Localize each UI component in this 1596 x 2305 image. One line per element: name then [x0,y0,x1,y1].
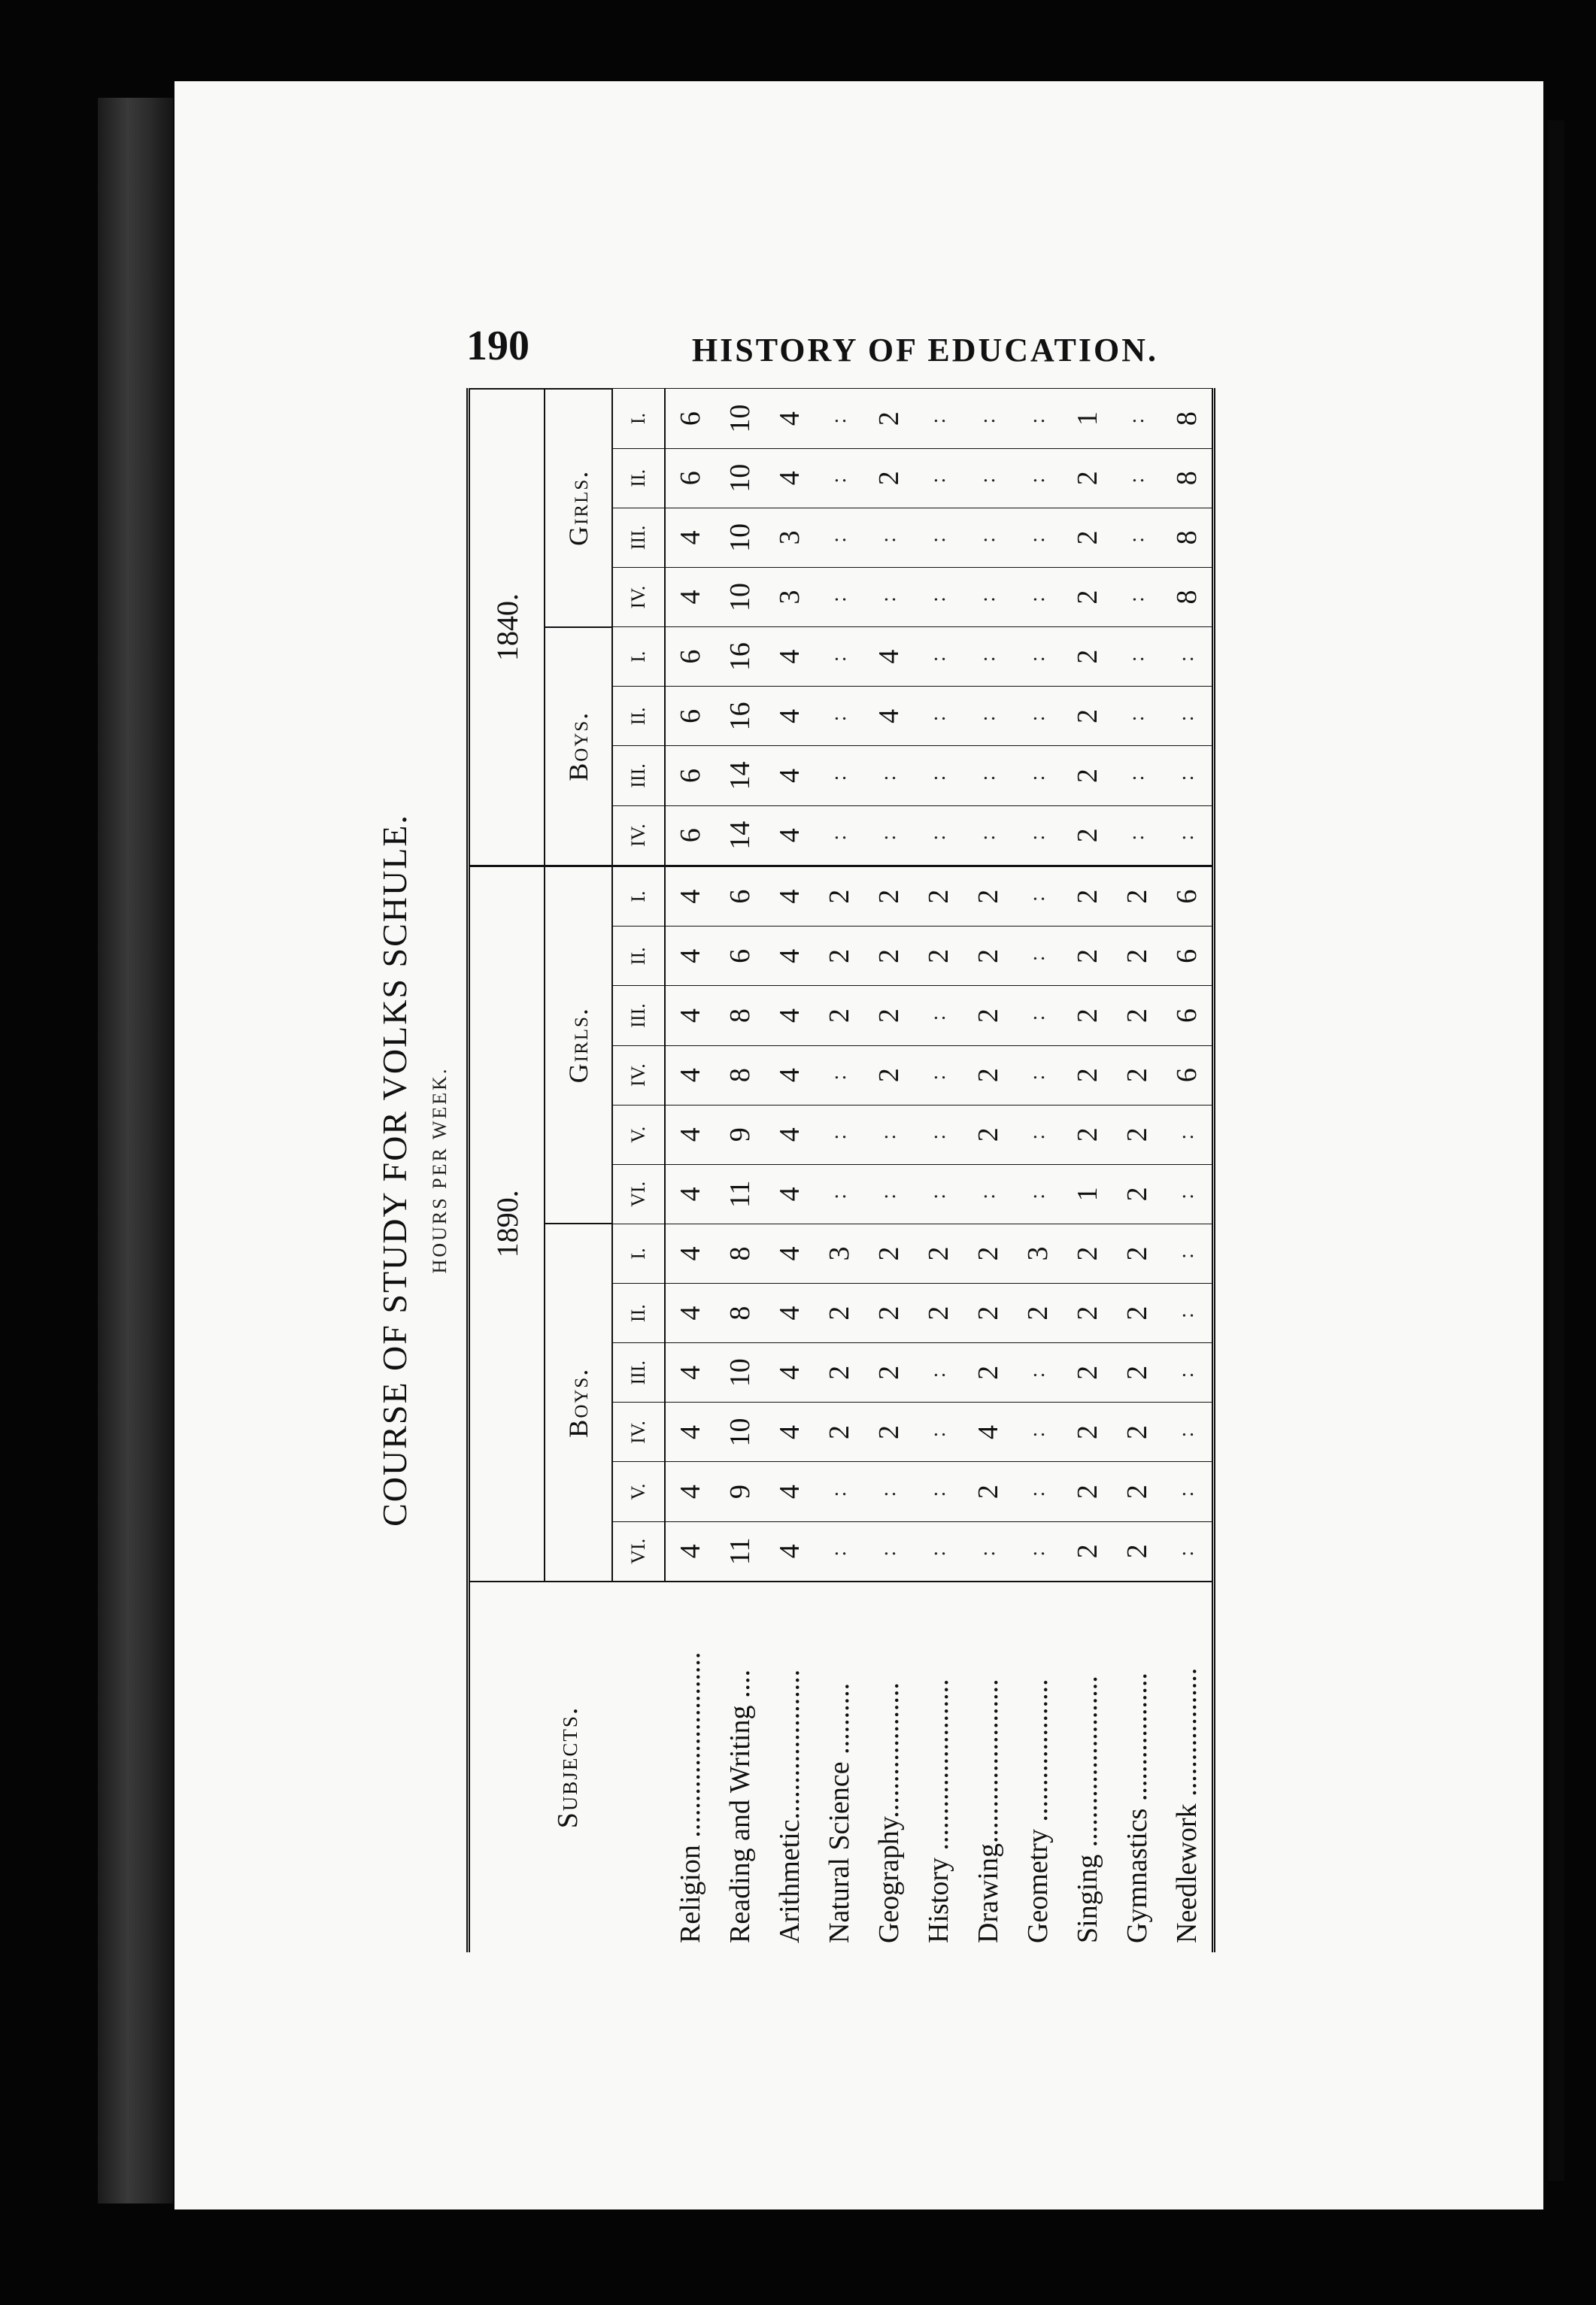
hours-cell: 2 [864,389,914,448]
hours-cell: 4 [665,1462,715,1521]
table-row [715,389,765,1952]
hours-cell: : [815,1045,864,1105]
class-header: II. [612,687,665,746]
hours-cell: : [1013,687,1063,746]
hours-cell: 8 [1162,448,1214,508]
hours-cell: 4 [665,567,715,626]
hours-cell: 4 [765,986,815,1045]
class-header: V. [612,1105,665,1164]
hours-cell: 2 [1112,1343,1162,1403]
table-row [815,389,864,1952]
group-header: Girls. [545,866,612,1224]
hours-cell: 2 [1112,1105,1162,1164]
hours-cell: 4 [765,1403,815,1462]
hours-cell: 2 [1063,627,1112,687]
subject-name: Drawing....................... [963,1582,1013,1952]
hours-cell: 4 [765,687,815,746]
hours-cell: 2 [1063,805,1112,866]
subjects-header: Subjects. [469,1582,666,1952]
hours-cell: : [1013,1164,1063,1224]
hours-cell: 4 [864,627,914,687]
hours-cell: 6 [1162,986,1214,1045]
hours-cell: 4 [765,1462,815,1521]
hours-cell: 6 [1162,1045,1214,1105]
table-row [963,389,1013,1952]
hours-cell: 4 [665,866,715,926]
class-header: III. [612,986,665,1045]
subject-name: Religion .......................... [665,1582,715,1952]
hours-cell: : [1112,389,1162,448]
hours-cell: 2 [864,986,914,1045]
hours-cell: : [1162,1462,1214,1521]
hours-cell: 16 [715,627,765,687]
table-row [665,389,715,1952]
hours-cell: : [914,687,963,746]
class-header: V. [612,1462,665,1521]
table-row [1112,389,1162,1952]
hours-cell: : [1162,805,1214,866]
hours-cell: 3 [765,508,815,567]
hours-cell: 16 [715,687,765,746]
hours-cell: 1 [1063,389,1112,448]
hours-cell: : [914,389,963,448]
hours-cell: 6 [715,866,765,926]
hours-cell: 4 [665,1105,715,1164]
hours-cell: : [1162,1105,1214,1164]
hours-cell: 4 [765,627,815,687]
hours-cell: : [963,1521,1013,1582]
hours-cell: 6 [665,687,715,746]
hours-cell: 2 [963,986,1013,1045]
group-header: Boys. [545,1224,612,1581]
hours-cell: 2 [1112,1403,1162,1462]
hours-cell: 4 [765,927,815,986]
hours-cell: 8 [715,986,765,1045]
class-header: VI. [612,1164,665,1224]
hours-cell: 8 [715,1224,765,1283]
class-header: III. [612,746,665,805]
hours-cell: 4 [765,1284,815,1343]
class-header: II. [612,448,665,508]
hours-cell: 2 [963,1045,1013,1105]
hours-cell: 3 [815,1224,864,1283]
hours-cell: : [1162,1164,1214,1224]
hours-cell: 8 [715,1284,765,1343]
hours-cell: 3 [765,567,815,626]
hours-cell: 4 [864,687,914,746]
hours-cell: : [815,1105,864,1164]
hours-cell: : [1013,805,1063,866]
hours-cell: 2 [1112,1521,1162,1582]
class-header: IV. [612,805,665,866]
hours-cell: : [815,508,864,567]
hours-cell: : [1162,1224,1214,1283]
hours-cell: 2 [1063,508,1112,567]
group-header: Girls. [545,389,612,627]
hours-cell: : [1013,927,1063,986]
hours-cell: 3 [1013,1224,1063,1283]
hours-cell: 4 [765,805,815,866]
hours-cell: : [815,389,864,448]
hours-cell: 2 [963,1343,1013,1403]
hours-cell: : [1162,1343,1214,1403]
hours-cell: : [1162,1284,1214,1343]
hours-cell: : [963,448,1013,508]
hours-cell: : [914,1343,963,1403]
hours-cell: 2 [914,927,963,986]
hours-cell: 4 [963,1403,1013,1462]
hours-cell: : [1013,1462,1063,1521]
running-title: HISTORY OF EDUCATION. [691,332,1158,368]
class-header: II. [612,1284,665,1343]
hours-cell: : [963,687,1013,746]
hours-cell: 2 [864,1045,914,1105]
hours-cell: 8 [1162,508,1214,567]
hours-cell: : [914,567,963,626]
hours-cell: 4 [665,1403,715,1462]
hours-cell: 2 [1063,1343,1112,1403]
subject-name: Geometry .................... [1013,1582,1063,1952]
hours-cell: 8 [1162,567,1214,626]
hours-cell: 4 [665,1521,715,1582]
hours-cell: 2 [963,1105,1013,1164]
hours-cell: 10 [715,567,765,626]
class-header: I. [612,1224,665,1283]
hours-cell: : [864,567,914,626]
hours-cell: 2 [1063,687,1112,746]
hours-cell: : [1162,627,1214,687]
hours-cell: 4 [765,866,815,926]
hours-cell: : [815,805,864,866]
group-header: Boys. [545,627,612,866]
class-header: I. [612,866,665,926]
hours-cell: 4 [665,1045,715,1105]
hours-cell: 4 [665,986,715,1045]
class-header: III. [612,1343,665,1403]
hours-cell: 2 [914,1284,963,1343]
hours-cell: 10 [715,1403,765,1462]
hours-cell: : [815,567,864,626]
hours-cell: 2 [963,866,1013,926]
hours-cell: 2 [1112,986,1162,1045]
hours-cell: 2 [963,1224,1013,1283]
hours-cell: 2 [914,866,963,926]
hours-cell: 2 [864,1224,914,1283]
hours-cell: 2 [815,986,864,1045]
hours-cell: : [1013,1343,1063,1403]
hours-cell: 2 [1063,1403,1112,1462]
hours-cell: : [864,508,914,567]
hours-cell: : [864,1521,914,1582]
book-spine-shadow [98,98,173,2203]
hours-cell: : [963,389,1013,448]
hours-cell: 2 [963,1462,1013,1521]
class-header: VI. [612,1521,665,1582]
hours-cell: 2 [1063,866,1112,926]
hours-cell: 2 [1112,1164,1162,1224]
hours-cell: : [1162,1521,1214,1582]
subject-name: Natural Science .......... [815,1582,864,1952]
hours-cell: 2 [1112,927,1162,986]
hours-cell: 2 [1063,1284,1112,1343]
hours-cell: 4 [765,1045,815,1105]
class-header: IV. [612,567,665,626]
subject-name: Gymnastics .................. [1112,1582,1162,1952]
class-header: I. [612,627,665,687]
hours-cell: 6 [1162,866,1214,926]
hours-cell: 2 [1063,1045,1112,1105]
hours-cell: 2 [864,866,914,926]
hours-cell: : [914,746,963,805]
hours-cell: : [1162,687,1214,746]
hours-cell: : [1112,508,1162,567]
hours-cell: 14 [715,746,765,805]
hours-cell: 4 [765,1224,815,1283]
hours-cell: 10 [715,389,765,448]
hours-cell: 6 [715,927,765,986]
hours-cell: : [914,627,963,687]
hours-cell: : [815,1462,864,1521]
hours-cell: : [914,1045,963,1105]
hours-cell: 4 [665,1224,715,1283]
hours-cell: 2 [815,866,864,926]
hours-cell: : [963,746,1013,805]
hours-cell: 2 [1013,1284,1063,1343]
hours-cell: 2 [1063,1521,1112,1582]
hours-cell: 10 [715,1343,765,1403]
class-header: II. [612,927,665,986]
hours-cell: : [1013,1521,1063,1582]
hours-cell: : [1162,746,1214,805]
hours-cell: 4 [665,1164,715,1224]
hours-cell: 2 [815,1284,864,1343]
hours-cell: : [864,746,914,805]
hours-cell: : [963,567,1013,626]
hours-cell: 2 [1063,448,1112,508]
hours-cell: 11 [715,1164,765,1224]
hours-cell: : [914,1164,963,1224]
hours-cell: 2 [1112,866,1162,926]
hours-cell: : [815,746,864,805]
hours-cell: : [1112,805,1162,866]
hours-cell: : [1013,986,1063,1045]
hours-cell: 8 [715,1045,765,1105]
hours-cell: : [914,986,963,1045]
hours-cell: 4 [665,1343,715,1403]
hours-cell: : [815,627,864,687]
hours-cell: 2 [864,1343,914,1403]
hours-cell: 2 [1063,927,1112,986]
table-title: COURSE OF STUDY FOR VOLKS SCHULE. [375,814,414,1527]
hours-cell: 4 [765,1105,815,1164]
page-header [466,322,1158,382]
hours-cell: : [815,687,864,746]
hours-cell: : [963,1164,1013,1224]
hours-cell: : [815,448,864,508]
rotated-table-block [369,381,1211,1960]
hours-cell: : [1112,448,1162,508]
class-header: I. [612,389,665,448]
hours-cell: 2 [1112,1045,1162,1105]
hours-cell: : [1013,508,1063,567]
hours-cell: 2 [963,1284,1013,1343]
hours-cell: : [963,805,1013,866]
hours-cell: 2 [1063,746,1112,805]
hours-cell: 1 [1063,1164,1112,1224]
hours-cell: 4 [665,927,715,986]
hours-cell: 2 [1063,1462,1112,1521]
hours-cell: 4 [765,448,815,508]
page-number: 190 [466,323,529,369]
year-header: 1890. [469,866,545,1582]
hours-cell: : [815,1521,864,1582]
hours-cell: 2 [1112,1284,1162,1343]
hours-cell: 2 [864,1284,914,1343]
subject-name: Geography................... [864,1582,914,1952]
hours-cell: : [864,1462,914,1521]
hours-cell: 4 [765,1343,815,1403]
hours-cell: 8 [1162,389,1214,448]
hours-cell: : [914,1521,963,1582]
hours-cell: : [914,508,963,567]
hours-cell: 6 [665,389,715,448]
hours-cell: 2 [1063,986,1112,1045]
hours-cell: 2 [1063,1105,1112,1164]
hours-cell: 4 [765,746,815,805]
class-header: IV. [612,1045,665,1105]
hours-cell: : [1013,448,1063,508]
table-row [1063,389,1112,1952]
hours-cell: : [1013,866,1063,926]
hours-cell: : [914,448,963,508]
table-row [1162,389,1214,1952]
subject-name: Arithmetic..................... [765,1582,815,1952]
table-subtitle: HOURS PER WEEK. [429,1066,451,1274]
hours-cell: 9 [715,1105,765,1164]
subject-name: Reading and Writing .... [715,1582,765,1952]
hours-cell: 14 [715,805,765,866]
hours-cell: : [1112,746,1162,805]
hours-cell: : [1013,1045,1063,1105]
hours-cell: : [1112,627,1162,687]
hours-cell: : [914,805,963,866]
hours-cell: : [1013,627,1063,687]
hours-cell: 2 [914,1224,963,1283]
hours-cell: 6 [1162,927,1214,986]
hours-cell: 2 [963,927,1013,986]
table-row [914,389,963,1952]
hours-cell: : [914,1403,963,1462]
page-edge-shadow [1548,120,1564,2181]
hours-cell: 6 [665,627,715,687]
table-row [864,389,914,1952]
table-row [765,389,815,1952]
hours-cell: : [914,1105,963,1164]
subject-name: Needlework .................. [1162,1582,1214,1952]
hours-cell: : [1162,1403,1214,1462]
hours-cell: : [1112,687,1162,746]
hours-cell: 2 [1063,1224,1112,1283]
hours-cell: : [1112,567,1162,626]
hours-cell: : [1013,567,1063,626]
hours-cell: 6 [665,448,715,508]
hours-cell: 2 [864,927,914,986]
class-header: III. [612,508,665,567]
hours-cell: 2 [1112,1462,1162,1521]
hours-cell: : [1013,1105,1063,1164]
hours-cell: : [963,627,1013,687]
hours-cell: : [1013,1403,1063,1462]
year-header: 1840. [469,389,545,866]
hours-cell: : [914,1462,963,1521]
hours-cell: 2 [864,1403,914,1462]
hours-cell: 2 [1063,567,1112,626]
hours-cell: 6 [665,805,715,866]
hours-cell: 2 [864,448,914,508]
hours-cell: 4 [765,1521,815,1582]
hours-cell: 4 [665,1284,715,1343]
hours-cell: 4 [765,1164,815,1224]
hours-cell: 11 [715,1521,765,1582]
hours-cell: : [815,1164,864,1224]
course-of-study-table [466,388,1215,1952]
class-header: IV. [612,1403,665,1462]
hours-cell: : [963,508,1013,567]
hours-cell: 6 [665,746,715,805]
subject-name: History ........................ [914,1582,963,1952]
hours-cell: 2 [815,1403,864,1462]
hours-cell: 2 [815,1343,864,1403]
hours-cell: 10 [715,448,765,508]
hours-cell: 2 [1112,1224,1162,1283]
hours-cell: 4 [665,508,715,567]
hours-cell: : [864,805,914,866]
hours-cell: 4 [765,389,815,448]
subject-name: Singing ........................ [1063,1582,1112,1952]
table-row [1013,389,1063,1952]
hours-cell: : [1013,389,1063,448]
hours-cell: 2 [815,927,864,986]
hours-cell: : [1013,746,1063,805]
hours-cell: : [864,1164,914,1224]
hours-cell: : [864,1105,914,1164]
hours-cell: 9 [715,1462,765,1521]
hours-cell: 10 [715,508,765,567]
